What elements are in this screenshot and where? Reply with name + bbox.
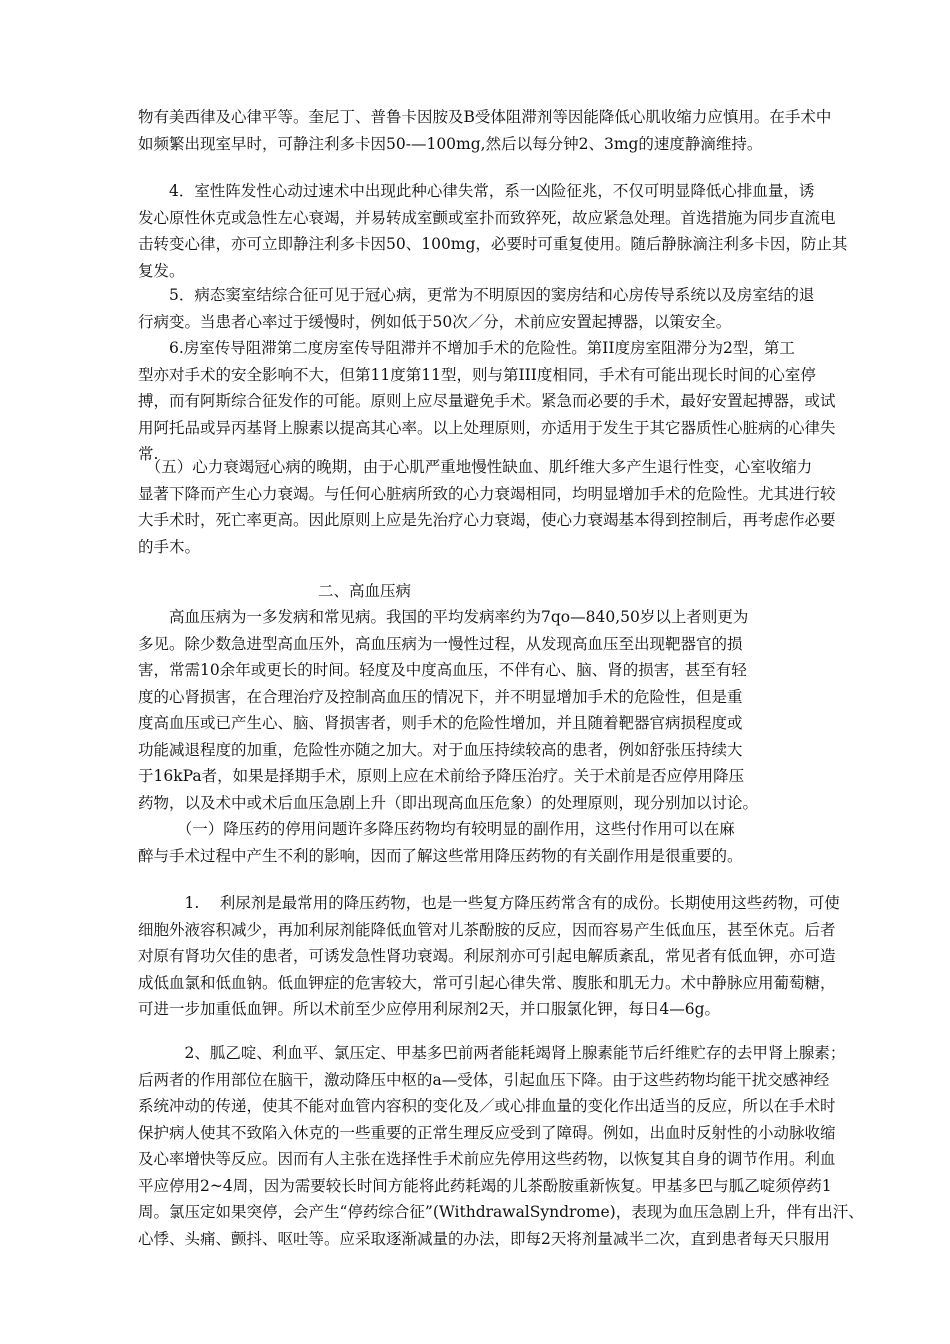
paragraph-antihypertensive-withdrawal xyxy=(138,816,808,869)
paragraph-hypertension-overview xyxy=(138,604,808,816)
text-line: 击转变心律，亦可立即静注利多卡因50、100mg，必要时可重复使用。随后静脉滴注利多卡因，防止其 xyxy=(138,235,848,253)
paragraph-heart-failure xyxy=(138,454,904,560)
paragraph-item-1-diuretics xyxy=(138,890,904,1023)
text-line: 用阿托品或异丙基肾上腺素以提高其心率。以上处理原则，亦适用于发生于其它器质性心脏病的心律失 xyxy=(138,418,836,437)
paragraph-antiarrhythmic-intro xyxy=(138,104,904,157)
text-line: 的手木。 xyxy=(138,537,201,556)
section-heading-hypertension: 二、高血压病 xyxy=(318,582,412,600)
text-line: 5．病态窦室结综合征可见于冠心病，更常为不明原因的窦房结和心房传导系统以及房室结的退 xyxy=(138,286,815,304)
text-line: 大手术时，死亡率更高。因此原则上应是先治疗心力衰竭，使心力衰竭基本得到控制后，再考虑作必要 xyxy=(138,511,836,529)
text-line: 度的心肾损害，在合理治疗及控制高血压的情况下，并不明显增加手术的危险性，但是重 xyxy=(138,687,743,706)
text-line: 周。氯压定如果突停，会产生“停药综合征”(WithdrawalSyndrome)，表现为血压急剧上升，伴有出汗、 xyxy=(138,1203,864,1221)
text-line: 行病变。当患者心率过于缓慢时，例如低于50次／分，术前应安置起搏器，以策安全。 xyxy=(138,312,732,331)
text-line: 功能减退程度的加重，危险性亦随之加大。对于血压持续较高的患者，例如舒张压持续大 xyxy=(138,740,743,759)
text-line: （一）降压药的停用问题许多降压药物均有较明显的副作用，这些付作用可以在麻 xyxy=(138,820,735,838)
paragraph-item-6-av-block xyxy=(138,335,904,468)
text-line: （五）心力衰竭冠心病的晚期，由于心肌严重地慢性缺血、肌纤维大多产生退行性变，心室收缩力 xyxy=(138,458,813,476)
text-line: 害，常需10余年或更长的时间。轻度及中度高血压，不伴有心、脑、肾的损害，甚至有轻 xyxy=(138,661,747,679)
text-line: 多见。除少数急进型高血压外，高血压病为一慢性过程，从发现高血压至出现靶器官的损 xyxy=(138,634,743,653)
text-line: 发心原性休克或急性左心衰竭，并易转成室颤或室扑而致猝死，故应紧急处理。首选措施为同步直流电 xyxy=(138,208,836,227)
text-line: 心悸、头痛、颤抖、呕吐等。应采取逐渐减量的办法，即每2天将剂量减半二次，直到患者每天只服用 xyxy=(138,1229,830,1248)
text-line: 4．室性阵发性心动过速术中出现此种心律失常，系一凶险征兆，不仅可明显降低心排血量，诱 xyxy=(138,182,815,200)
text-line: 可进一步加重低血钾。所以术前至少应停用利尿剂2天，并口服氯化钾，每日4—6g。 xyxy=(138,1000,721,1018)
text-line: 后两者的作用部位在脑干，激动降压中枢的a—受体，引起血压下降。由于这些药物均能干扰交感神经 xyxy=(138,1070,830,1089)
paragraph-item-4-ventricular-tachycardia xyxy=(138,178,904,284)
text-line: 保护病人使其不致陷入休克的一些重要的正常生理反应受到了障碍。例如，出血时反射性的小动脉收缩 xyxy=(138,1123,836,1142)
text-line: 细胞外液容积减少，再加利尿剂能降低血管对儿茶酚胺的反应，因而容易产生低血压，甚至休克。后者 xyxy=(138,920,836,939)
text-line: 2、胍乙啶、利血平、氯压定、甲基多巴前两者能耗竭肾上腺素能节后纤维贮存的去甲肾上腺素； xyxy=(138,1044,846,1062)
text-line: 常. xyxy=(138,445,159,463)
text-line: 及心率增快等反应。因而有人主张在选择性手术前应先停用这些药物，以恢复其自身的调节作用。利血 xyxy=(138,1150,836,1168)
text-line: 1. 利尿剂是最常用的降压药物，也是一些复方降压药常含有的成份。长期使用这些药物，可使 xyxy=(138,894,840,912)
text-line: 对原有肾功欠佳的患者，可诱发急性肾功衰竭。利尿剂亦可引起电解质紊乱，常见者有低血钾，亦可造 xyxy=(138,947,836,965)
paragraph-item-5-sick-sinus xyxy=(138,282,904,335)
text-line: 如频繁出现室早时，可静注利多卡因50-—100mg,然后以每分钟2、3mg的速度静滴维持。 xyxy=(138,134,763,153)
text-line: 高血压病为一多发病和常见病。我国的平均发病率约为7qo—840,50岁以上者则更为 xyxy=(138,608,749,626)
paragraph-item-2-sympatholytics xyxy=(138,1040,904,1252)
text-line: 平应停用2~4周，因为需要较长时间方能将此药耗竭的儿茶酚胺重新恢复。甲基多巴与胍乙啶须停药1 xyxy=(138,1176,832,1195)
text-line: 系统冲动的传递，使其不能对血管内容积的变化及／或心排血量的变化作出适当的反应，所以在手术时 xyxy=(138,1097,836,1115)
text-line: 成低血氯和低血钠。低血钾症的危害较大，常可引起心律失常、腹胀和肌无力。术中静脉应用葡萄糖， xyxy=(138,973,836,992)
text-line: 6.房室传导阻滞第二度房室传导阻滞并不增加手术的危险性。第II度房室阻滞分为2型，第工 xyxy=(138,339,795,357)
text-line: 于16kPa者，如果是择期手术，原则上应在术前给予降压治疗。关于术前是否应停用降压 xyxy=(138,767,745,785)
text-line: 复发。 xyxy=(138,261,185,280)
text-line: 搏，而有阿斯综合征发作的可能。原则上应尽量避免手术。紧急而必要的手术，最好安置起搏器，或试 xyxy=(138,392,836,410)
text-line: 药物，以及术中或术后血压急剧上升（即出现高血压危象）的处理原则，现分别加以讨论。 xyxy=(138,793,759,812)
text-line: 物有美西律及心律平等。奎尼丁、普鲁卡因胺及B受体阻滞剂等因能降低心肌收缩力应慎用。在手术中 xyxy=(138,108,832,126)
text-line: 醉与手术过程中产生不利的影响，因而了解这些常用降压药物的有关副作用是很重要的。 xyxy=(138,846,743,865)
text-line: 显著下降而产生心力衰竭。与任何心脏病所致的心力衰竭相同，均明显增加手术的危险性。尤其进行较 xyxy=(138,484,836,503)
text-line: 度高血压或已产生心、脑、肾损害者，则手术的危险性增加，并且随着靶器官病损程度或 xyxy=(138,714,743,732)
text-line: 型亦对手术的安全影响不大，但第11度第11型，则与第III度相同，手术有可能出现长时间的心室停 xyxy=(138,365,816,384)
